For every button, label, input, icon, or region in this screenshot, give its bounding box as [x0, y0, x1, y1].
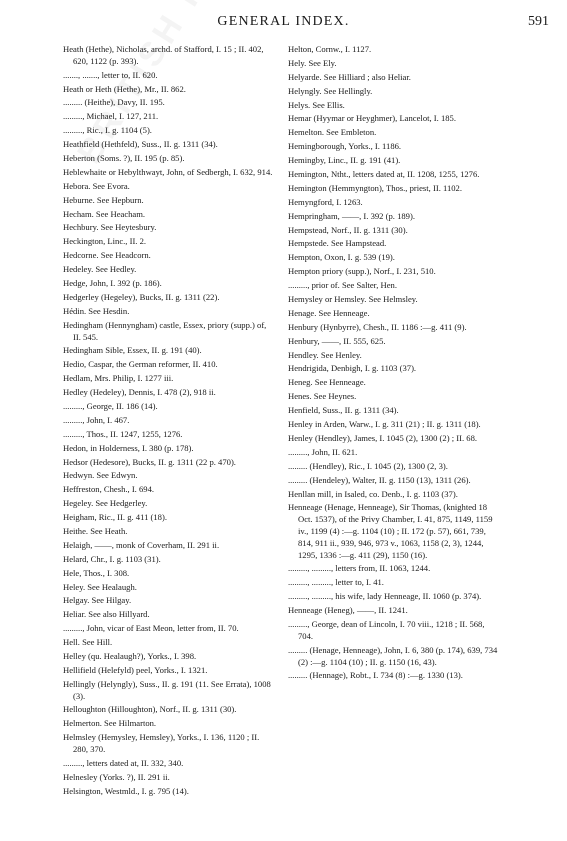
- index-entry: Hedcorne. See Headcorn.: [63, 250, 151, 261]
- index-entry: Hedge, John, I. 392 (p. 186).: [63, 278, 162, 289]
- index-entry: Helmerton. See Hilmarton.: [63, 718, 157, 729]
- index-entry: ........., John, II. 621.: [288, 446, 358, 457]
- index-entry: Hedio, Caspar, the German reformer, II. 410.: [63, 359, 218, 370]
- index-entry: Hely. See Ely.: [288, 57, 337, 68]
- index-entry: Hedingham Sible, Essex, II. g. 191 (40).: [63, 345, 202, 356]
- index-entry: ......... (Heithe), Davy, II. 195.: [63, 97, 165, 108]
- index-entry: Hemysley or Hemsley. See Helmsley.: [288, 294, 418, 305]
- index-entry: Helley (qu. Healaugh?), Yorks., I. 398.: [63, 651, 197, 661]
- right-index-column: [288, 44, 500, 684]
- index-entry: Helmsley (Hemysley, Hemsley), Yorks., I. 136, 1120 ; II. 280, 370.: [63, 732, 260, 755]
- index-entry: Hedley (Hedeley), Dennis, I. 478 (2), 918 ii.: [63, 387, 216, 398]
- index-entry: ........., ........., letters from, II. 1063, 1244.: [288, 563, 431, 574]
- index-entry: Heblewhaite or Hebylthwayt, John, of Sedbergh, I. 632, 914.: [63, 166, 273, 177]
- index-entry: Hemingby, Linc., II. g. 191 (41).: [288, 155, 401, 166]
- index-entry: ........., John, I. 467.: [63, 414, 130, 425]
- index-entry: ......... (Henage, Henneage), John, I. 6, 380 (p. 174), 639, 734 (2) :—g. 1104 (10) ; II. g. 1150 (16, 43).: [288, 644, 498, 667]
- running-title: GENERAL INDEX.: [217, 14, 350, 29]
- index-entry: Helton, Cornw., I. 1127.: [288, 44, 372, 54]
- index-entry: Henbury, ——, II. 555, 625.: [288, 335, 386, 346]
- index-entry: Hedwyn. See Edwyn.: [63, 470, 138, 481]
- index-entry: Hedeley. See Hedley.: [63, 264, 137, 275]
- index-entry: ......., ......., letter to, II. 620.: [63, 69, 158, 80]
- index-entry: Henley (Hendley), James, I. 1045 (2), 1300 (2) ; II. 68.: [288, 432, 478, 443]
- index-entry: Heliar. See also Hillyard.: [63, 609, 150, 620]
- index-entry: Heath or Heth (Hethe), Mr., II. 862.: [63, 83, 186, 94]
- index-entry: Hellingly (Helyngly), Suss., II. g. 191 (11. See Errata), 1008 (3).: [63, 678, 271, 701]
- index-entry: Hell. See Hill.: [63, 637, 113, 648]
- index-entry: Henes. See Heynes.: [288, 391, 357, 402]
- index-entry: Hedon, in Holderness, I. 380 (p. 178).: [63, 442, 194, 453]
- index-entry: Henneage (Henage, Henneage), Sir Thomas, (knighted 18 Oct. 1537), of the Privy Chamber, I. 41, 875, 1149, 1159 iv., 1199 (4) :—g. 1104 (10) ; II. 172 (p. 57), 661, 739, 814, 911 ii., 939, 946, 973 v., 1063, 1158 (2, 3), 1244, 1295, 1336 :—g. 411 (29), 1150 (16).: [288, 502, 493, 560]
- index-entry: Hendrigida, Denbigh, I. g. 1103 (37).: [288, 363, 417, 374]
- index-entry: Hempstead, Norf., II. g. 1311 (30).: [288, 224, 408, 235]
- index-entry: Hempton priory (supp.), Norf., I. 231, 510.: [288, 266, 436, 277]
- index-entry: Heithe. See Heath.: [63, 525, 128, 536]
- index-entry: Heley. See Healaugh.: [63, 581, 137, 592]
- index-entry: Helnesley (Yorks. ?), II. 291 ii.: [63, 771, 170, 782]
- index-entry: Helgay. See Hilgay.: [63, 595, 132, 606]
- index-entry: Heigham, Ric., II. g. 411 (18).: [63, 512, 167, 523]
- index-entry: Henley in Arden, Warw., I. g. 311 (21) ; II. g. 1311 (18).: [288, 419, 481, 430]
- index-entry: Heneg. See Henneage.: [288, 377, 366, 388]
- index-entry: Henbury (Hynbyrre), Chesh., II. 1186 :—g. 411 (9).: [288, 321, 467, 332]
- index-entry: Hellifield (Helefyld) peel, Yorks., I. 1321.: [63, 664, 208, 675]
- index-entry: Helys. See Ellis.: [288, 99, 345, 110]
- index-entry: Henage. See Henneage.: [288, 307, 370, 318]
- index-entry: Helaigh, ——, monk of Coverham, II. 291 ii.: [63, 539, 220, 550]
- index-entry: Hempton, Oxon, I. g. 539 (19).: [288, 252, 395, 263]
- index-entry: Heffreston, Chesh., I. 694.: [63, 484, 155, 495]
- index-entry: ......... (Hennage), Robt., I. 734 (8) :—g. 1330 (13).: [288, 670, 463, 681]
- index-entry: Hemelton. See Embleton.: [288, 127, 377, 138]
- index-entry: Hechbury. See Heytesbury.: [63, 222, 157, 233]
- index-entry: Heberton (Soms. ?), II. 195 (p. 85).: [63, 153, 185, 164]
- index-entry: Henllan mill, in Isaled, co. Denb., I. g. 1103 (37).: [288, 488, 458, 499]
- index-entry: ........., Thos., II. 1247, 1255, 1276.: [63, 428, 183, 439]
- index-entry: Henneage (Heneg), ——, II. 1241.: [288, 605, 408, 616]
- index-entry: Hemingborough, Yorks., I. 1186.: [288, 141, 402, 152]
- index-entry: Hedlam, Mrs. Philip, I. 1277 iii.: [63, 373, 174, 384]
- index-entry: Hecham. See Heacham.: [63, 208, 146, 219]
- index-entry: Hédin. See Hesdin.: [63, 305, 130, 316]
- index-entry: Helloughton (Hilloughton), Norf., II. g. 1311 (30).: [63, 704, 237, 715]
- page-number: 591: [528, 14, 549, 29]
- index-entry: Hendley. See Henley.: [288, 349, 362, 360]
- index-entry: ........., George, dean of Lincoln, I. 70 viii., 1218 ; II. 568, 704.: [288, 619, 485, 641]
- index-entry: Hemyngford, I. 1263.: [288, 196, 363, 207]
- index-entry: ........., ........., letter to, I. 41.: [288, 577, 384, 588]
- index-entry: Hedsor (Hedesore), Bucks, II. g. 1311 (22 p. 470).: [63, 456, 236, 467]
- index-entry: ........., prior of. See Salter, Hen.: [288, 280, 397, 291]
- left-index-column: [63, 44, 275, 800]
- index-entry: ......... (Hendley), Ric., I. 1045 (2), 1300 (2, 3).: [288, 460, 448, 471]
- index-entry: ........., letters dated at, II. 332, 340.: [63, 757, 184, 768]
- index-entry: ......... (Hendeley), Walter, II. g. 1150 (13), 1311 (26).: [288, 474, 471, 485]
- page-header: [0, 0, 567, 40]
- index-entry: Helard, Chr., I. g. 1103 (31).: [63, 553, 161, 564]
- index-entry: Heburne. See Hepburn.: [63, 194, 144, 205]
- index-entry: ........., Ric., I. g. 1104 (5).: [63, 125, 152, 136]
- index-entry: Hemington, Ntht., letters dated at, II. 1208, 1255, 1276.: [288, 169, 480, 180]
- index-entry: Heckington, Linc., II. 2.: [63, 236, 147, 247]
- index-entry: Hegeley. See Hedgerley.: [63, 498, 148, 509]
- index-entry: Hempringham, ——, I. 392 (p. 189).: [288, 210, 415, 221]
- index-entry: Hemar (Hyymar or Heyghmer), Lancelot, I. 185.: [288, 113, 456, 124]
- index-entry: Hedgerley (Hegeley), Bucks, II. g. 1311 (22).: [63, 291, 220, 302]
- index-entry: ........., John, vicar of East Meon, letter from, II. 70.: [63, 623, 239, 634]
- index-entry: Helyarde. See Hilliard ; also Heliar.: [288, 71, 411, 82]
- index-entry: Henfield, Suss., II. g. 1311 (34).: [288, 405, 399, 416]
- index-entry: Hemington (Hemmyngton), Thos., priest, II. 1102.: [288, 182, 463, 193]
- index-entry: Heathfield (Hethfeld), Suss., II. g. 1311 (34).: [63, 139, 218, 150]
- index-entry: Hebora. See Evora.: [63, 180, 130, 191]
- index-entry: Hedingham (Hennyngham) castle, Essex, priory (supp.) of, II. 545.: [63, 319, 267, 342]
- index-entry: Helsington, Westmld., I. g. 795 (14).: [63, 785, 189, 796]
- index-entry: ........., George, II. 186 (14).: [63, 400, 158, 411]
- index-entry: ........., Michael, I. 127, 211.: [63, 111, 159, 122]
- index-entry: ........., ........., his wife, lady Henneage, II. 1060 (p. 374).: [288, 591, 482, 602]
- index-entry: Heath (Hethe), Nicholas, archd. of Stafford, I. 15 ; II. 402, 620, 1122 (p. 393).: [63, 44, 264, 66]
- index-entry: Hele, Thos., I. 308.: [63, 567, 130, 578]
- index-entry: Helyngly. See Hellingly.: [288, 85, 373, 96]
- index-entry: Hempstede. See Hampstead.: [288, 238, 387, 249]
